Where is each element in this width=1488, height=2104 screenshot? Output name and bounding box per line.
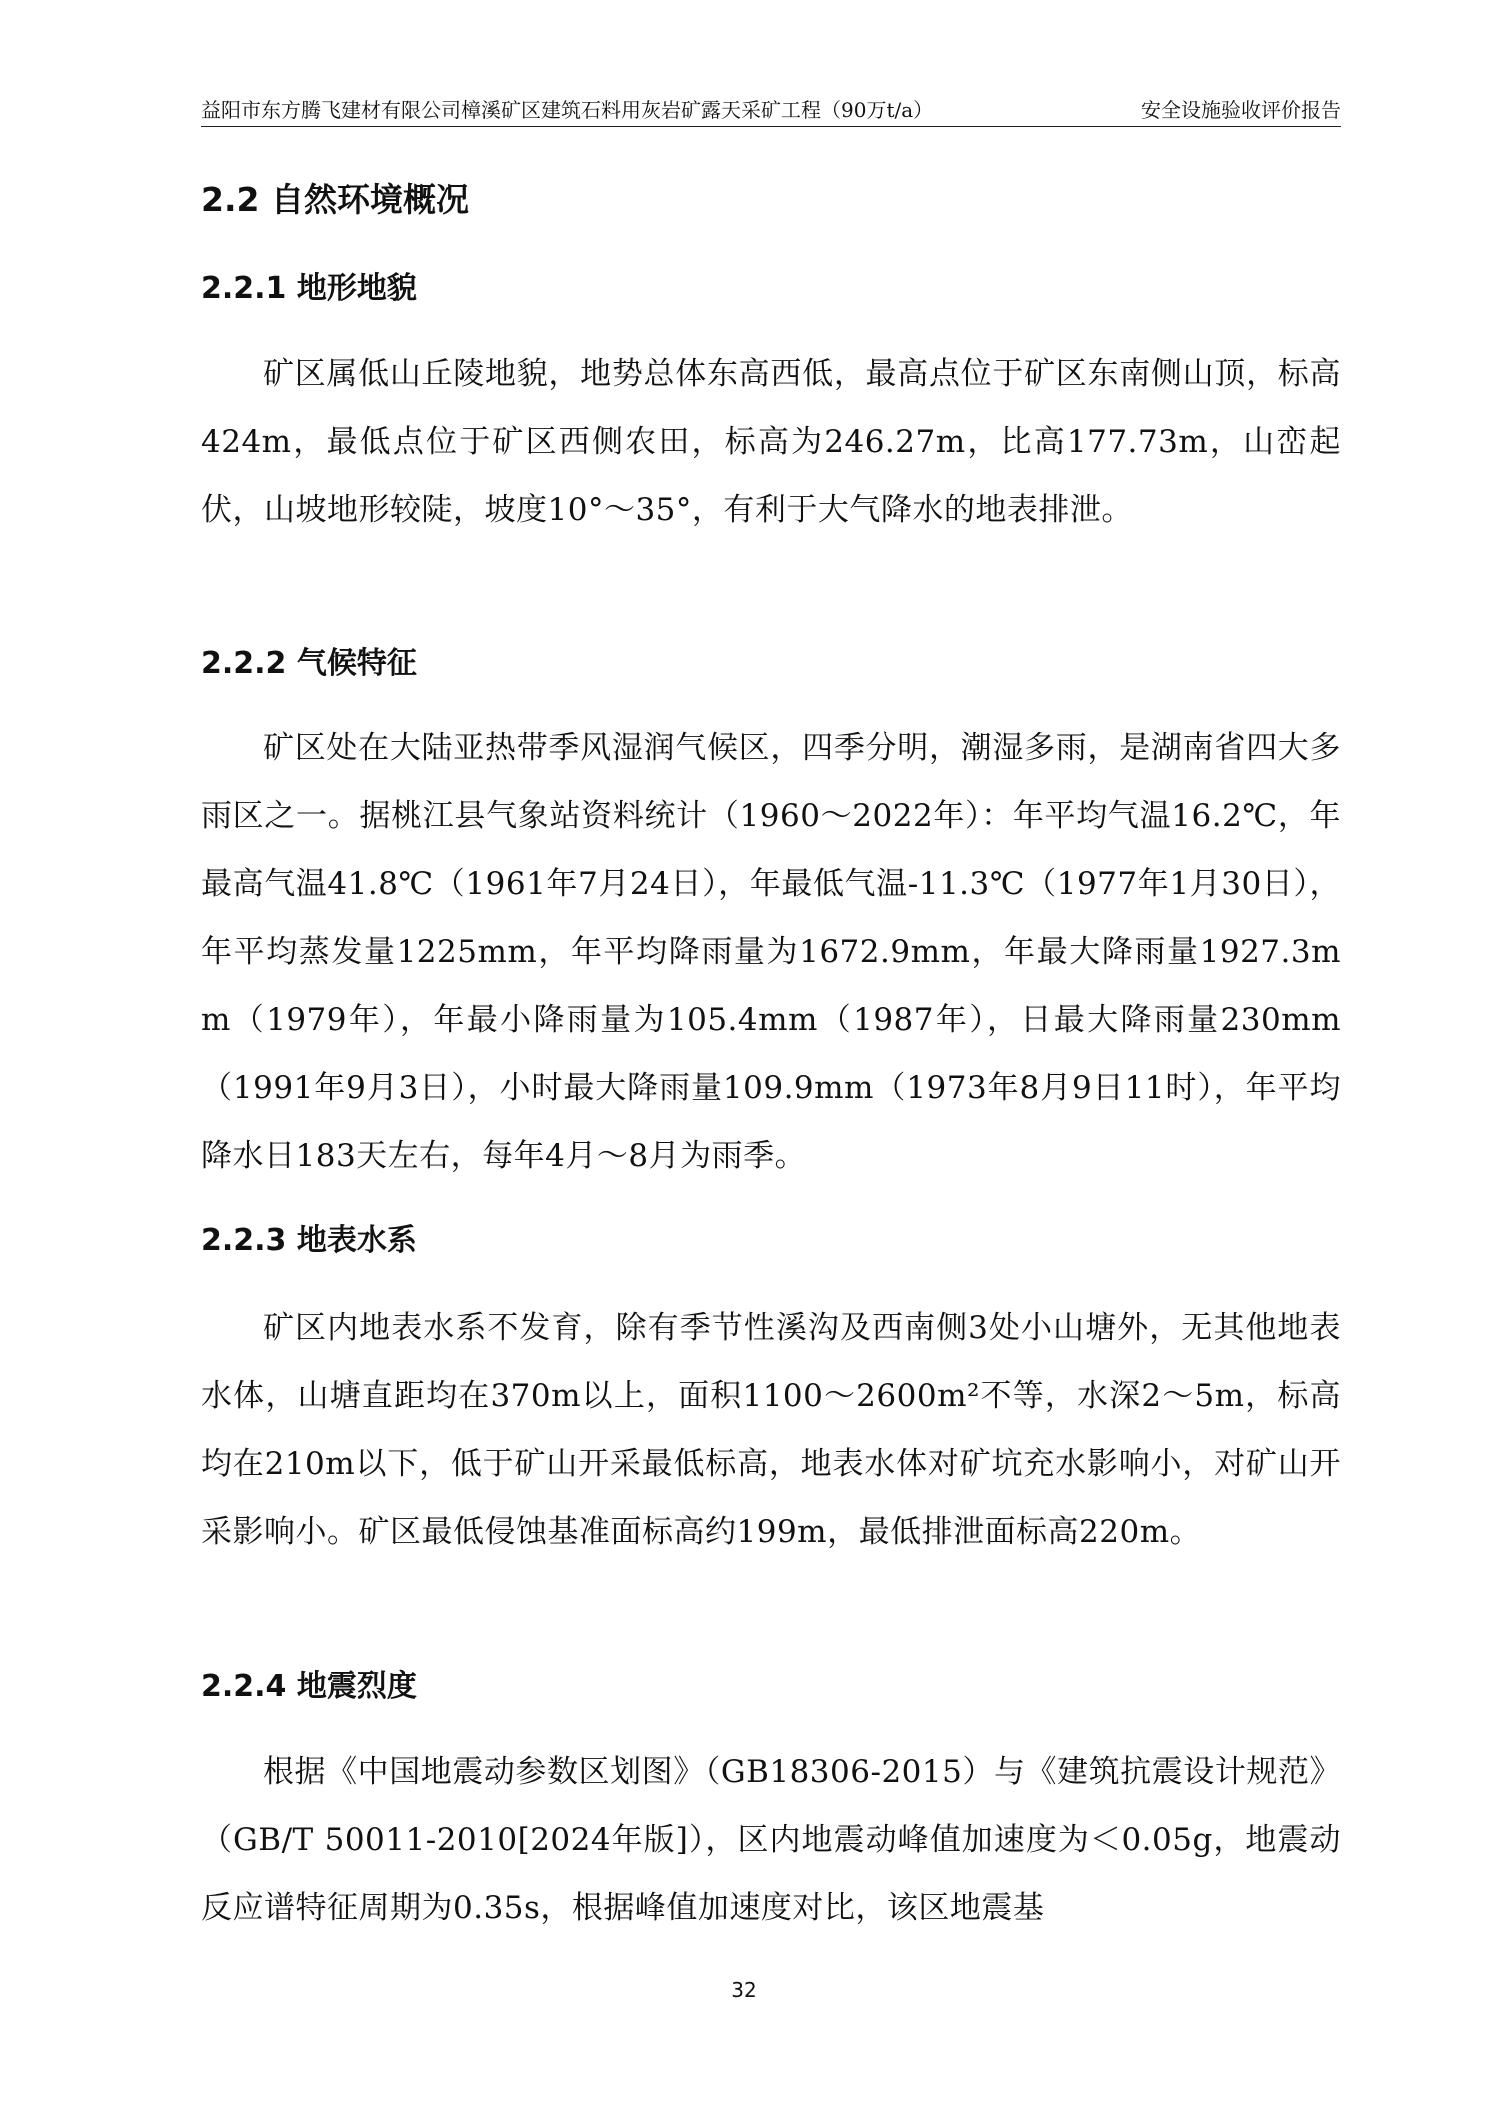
subsection-title-hydrology: 2.2.3 地表水系 <box>201 1223 417 1258</box>
header-project-title: 益阳市东方腾飞建材有限公司樟溪矿区建筑石料用灰岩矿露天采矿工程（90万t/a） <box>201 98 934 122</box>
section-title: 2.2 自然环境概况 <box>201 180 469 219</box>
subsection-title-climate: 2.2.2 气候特征 <box>201 646 417 681</box>
page-number: 32 <box>731 1978 757 2002</box>
page-header <box>201 96 1341 127</box>
subsection-title-seismic: 2.2.4 地震烈度 <box>201 1669 417 1704</box>
header-report-title: 安全设施验收评价报告 <box>1141 98 1341 122</box>
paragraph-hydrology: 矿区内地表水系不发育，除有季节性溪沟及西南侧3处小山塘外，无其他地表水体，山塘直距均在370m以上，面积1100～2600m²不等，水深2～5m，标高均在210m以下，低于矿山开采最低标高，地表水体对矿坑充水影响小，对矿山开采影响小。矿区最低侵蚀基准面标高约199m，最低排泄面标高220m。 <box>201 1310 1341 1550</box>
paragraph-terrain: 矿区属低山丘陵地貌，地势总体东高西低，最高点位于矿区东南侧山顶，标高424m，最低点位于矿区西侧农田，标高为246.27m，比高177.73m，山峦起伏，山坡地形较陡，坡度10°～35°，有利于大气降水的地表排泄。 <box>201 356 1341 528</box>
paragraph-climate: 矿区处在大陆亚热带季风湿润气候区，四季分明，潮湿多雨，是湖南省四大多雨区之一。据桃江县气象站资料统计（1960～2022年）：年平均气温16.2℃，年最高气温41.8℃（1961年7月24日），年最低气温-11.3℃（1977年1月30日），年平均蒸发量1225mm，年平均降雨量为1672.9mm，年最大降雨量1927.3mm（1979年），年最小降雨量为105.4mm（1987年），日最大降雨量230mm（1991年9月3日），小时最大降雨量109.9mm（1973年8月9日11时），年平均降水日183天左右，每年4月～8月为雨季。 <box>201 730 1341 1174</box>
subsection-title-terrain: 2.2.1 地形地貌 <box>201 271 417 306</box>
paragraph-seismic: 根据《中国地震动参数区划图》（GB18306-2015）与《建筑抗震设计规范》（GB/T 50011-2010[2024年版]），区内地震动峰值加速度为＜0.05g，地震动反应谱特征周期为0.35s，根据峰值加速度对比，该区地震基 <box>201 1754 1341 1926</box>
